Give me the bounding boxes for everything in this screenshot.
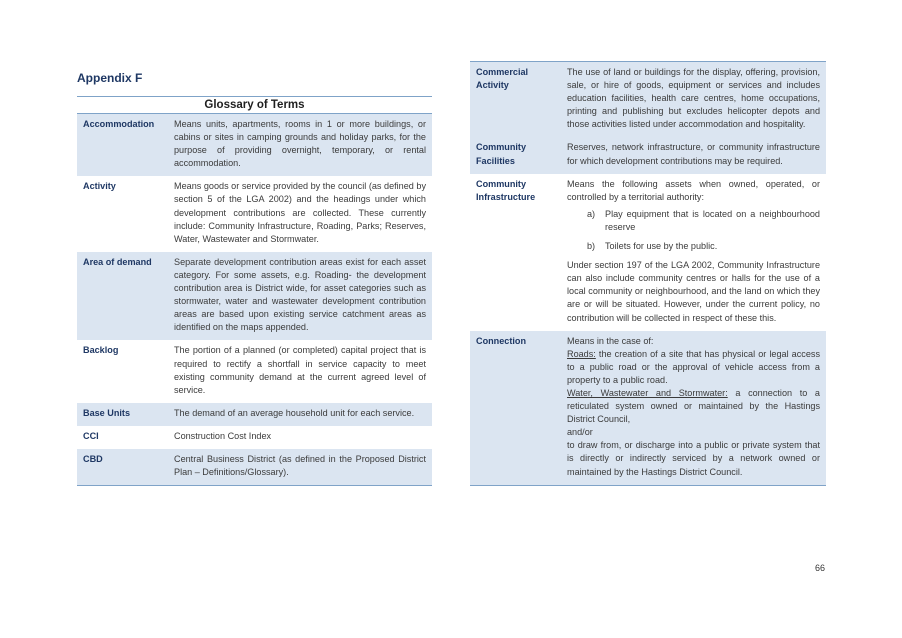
term: Community Infrastructure	[476, 178, 536, 202]
draw-clause: to draw from, or discharge into a public or private system that is directly or indirectly serviced by a network owned or maintained by the Hastings District Council.	[567, 440, 820, 477]
definition-block	[561, 174, 826, 331]
term: Accommodation	[77, 114, 168, 177]
glossary-row	[470, 331, 826, 486]
glossary-row	[77, 114, 432, 177]
definition: The use of land or buildings for the display, offering, provision, sale, or hire of goods, equipment or services and includes education facilities, health care centres, home occupations, printing and publishing but excludes helicopter depots and those activities listed under accommodation and hospitality.	[561, 62, 826, 138]
and-or: and/or	[567, 427, 593, 438]
glossary-table-left	[77, 113, 432, 486]
term: Community Facilities	[470, 137, 561, 173]
definition: Central Business District (as defined in the Proposed District Plan – Definitions/Glossary).	[168, 449, 432, 486]
definition-block	[561, 331, 826, 486]
glossary-row	[77, 340, 432, 402]
definition-intro: Means in the case of:	[567, 335, 654, 346]
roads-clause	[567, 348, 820, 387]
definition: The portion of a planned (or completed) capital project that is required to rectify a shortfall in service capacity to meet existing community demand at the current agreed level of service.	[174, 345, 426, 395]
term: Commercial Activity	[470, 62, 561, 138]
definition-intro: Means the following assets when owned, operated, or controlled by a territorial authority:	[567, 178, 820, 202]
glossary-row	[77, 252, 432, 341]
glossary-row	[470, 62, 826, 138]
glossary-right-column	[470, 61, 826, 486]
asset-list	[567, 208, 820, 253]
glossary-row	[77, 449, 432, 486]
list-marker: a)	[587, 208, 596, 219]
definition: Construction Cost Index	[174, 430, 272, 441]
water-label: Water, Wastewater and Stormwater:	[567, 387, 728, 398]
definition: Means goods or service provided by the council (as defined by section 5 of the LGA 2002) and the headings under which development contributions are collected. These currently include: Community Infrastructure, Roading, Parks; Reserves, Water, Wastewater and Stormwater.	[174, 181, 426, 244]
definition-outro: Under section 197 of the LGA 2002, Community Infrastructure can also include community centres or halls for the use of a local community or neighbourhood, and the land on which they are or will be situated. However, under the current policy, no contribution will be collected in respect of these this.	[567, 260, 820, 323]
term: CCI	[83, 430, 99, 441]
water-text: a connection to a reticulated system owned or maintained by the Hastings District Council,	[567, 387, 820, 425]
term: Activity	[83, 181, 116, 192]
list-marker: b)	[587, 241, 596, 252]
definition: Means units, apartments, rooms in 1 or more buildings, or cabins or sites in camping grounds and holiday parks, for the purpose of providing overnight, temporary, or rental accommodation.	[168, 114, 432, 177]
term: Connection	[470, 331, 561, 486]
term: Area of demand	[77, 252, 168, 341]
glossary-row	[77, 426, 432, 449]
glossary-row	[77, 176, 432, 251]
page-number: 66	[815, 563, 826, 573]
roads-text: the creation of a site that has physical or legal access to a public road or the approval of vehicle access from a property to a public road.	[567, 348, 820, 385]
term: CBD	[77, 449, 168, 486]
definition: The demand of an average household unit for each service.	[168, 403, 432, 426]
list-item-text: Toilets for use by the public.	[605, 241, 718, 252]
glossary-row	[470, 174, 826, 331]
definition: Separate development contribution areas exist for each asset category. For some assets, e.g. Roading- the development contribution area is District wide, for asset categories such as stormwater, water and wastewater development contribution areas are based upon existing service catchment areas as identified on the maps appended.	[168, 252, 432, 341]
definition: Reserves, network infrastructure, or community infrastructure for which development contributions may be required.	[561, 137, 826, 173]
list-item	[589, 208, 820, 234]
term: Backlog	[83, 345, 119, 356]
glossary-row	[77, 403, 432, 426]
glossary-row	[470, 137, 826, 173]
water-clause	[567, 387, 820, 426]
roads-label: Roads:	[567, 348, 596, 359]
list-item	[589, 240, 820, 253]
list-item-text: Play equipment that is located on a neighbourhood reserve	[605, 208, 820, 232]
term: Base Units	[77, 403, 168, 426]
glossary-table-right	[470, 61, 826, 486]
glossary-title: Glossary of Terms	[204, 99, 305, 111]
appendix-heading: Appendix F	[77, 71, 143, 85]
glossary-left-column	[77, 96, 432, 486]
